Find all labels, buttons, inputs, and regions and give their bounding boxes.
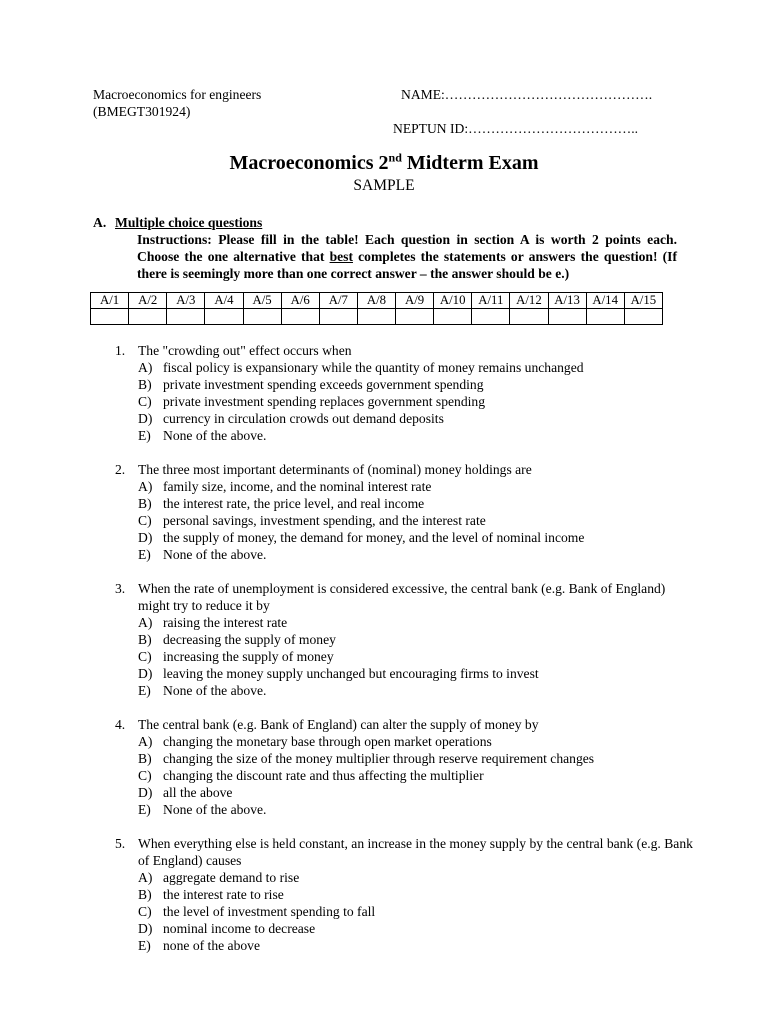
question (115, 716, 695, 818)
neptun-id-field[interactable]: NEPTUN ID:……………………………….. (393, 121, 639, 136)
course-code: (BMEGT301924) (93, 104, 191, 119)
option-text: nominal income to decrease (163, 921, 316, 936)
answer-input-cell[interactable] (357, 309, 395, 325)
option-letter: D) (138, 411, 153, 426)
option-text: the supply of money, the demand for money, and the level of nominal income (163, 530, 585, 545)
question-text: When everything else is held constant, an increase in the money supply by the central bank (e.g. Bank of England) causes (138, 836, 693, 868)
question-stem (115, 716, 695, 733)
option-text: None of the above. (163, 428, 267, 443)
answer-option[interactable] (115, 614, 695, 631)
answer-option[interactable] (115, 427, 695, 444)
option-letter: B) (138, 632, 152, 647)
answer-option[interactable] (115, 478, 695, 495)
option-letter: C) (138, 394, 152, 409)
answer-header-cell: A/7 (319, 293, 357, 309)
answer-input-cell[interactable] (281, 309, 319, 325)
answer-header-cell: A/11 (472, 293, 510, 309)
option-letter: E) (138, 802, 151, 817)
question (115, 342, 695, 444)
option-letter: A) (138, 479, 153, 494)
option-letter: C) (138, 649, 152, 664)
answer-input-cell[interactable] (396, 309, 434, 325)
option-text: None of the above. (163, 547, 267, 562)
option-text: leaving the money supply unchanged but encouraging firms to invest (163, 666, 539, 681)
option-letter: A) (138, 734, 153, 749)
answer-option[interactable] (115, 903, 695, 920)
option-letter: B) (138, 751, 152, 766)
answer-header-cell: A/5 (243, 293, 281, 309)
answer-option[interactable] (115, 886, 695, 903)
option-text: personal savings, investment spending, and the interest rate (163, 513, 486, 528)
option-text: all the above (163, 785, 233, 800)
option-letter: D) (138, 785, 153, 800)
answer-input-cell[interactable] (319, 309, 357, 325)
answer-header-cell: A/3 (167, 293, 205, 309)
answer-header-cell: A/4 (205, 293, 243, 309)
option-letter: D) (138, 921, 153, 936)
answer-header-cell: A/8 (357, 293, 395, 309)
option-text: the interest rate to rise (163, 887, 284, 902)
answer-option[interactable] (115, 648, 695, 665)
answer-input-cell[interactable] (586, 309, 624, 325)
answer-option[interactable] (115, 512, 695, 529)
section-a-heading (93, 214, 262, 231)
option-letter: C) (138, 768, 152, 783)
answer-header-cell: A/1 (91, 293, 129, 309)
option-text: the interest rate, the price level, and real income (163, 496, 425, 511)
answer-table (90, 292, 663, 325)
answer-header-cell: A/6 (281, 293, 319, 309)
title-main: Macroeconomics 2 (229, 152, 389, 174)
instructions-text-2: completes the statements or answers the question! (If there is seemingly more than one correct answer – the answer should be e.) (137, 249, 677, 281)
answer-option[interactable] (115, 784, 695, 801)
question-text: When the rate of unemployment is considered excessive, the central bank (e.g. Bank of England) might try to reduce it by (138, 581, 666, 613)
question-number: 5. (115, 836, 126, 851)
answer-option[interactable] (115, 682, 695, 699)
answer-option[interactable] (115, 631, 695, 648)
option-letter: C) (138, 904, 152, 919)
course-name: Macroeconomics for engineers (93, 87, 262, 102)
answer-option[interactable] (115, 529, 695, 546)
question-stem (115, 580, 695, 614)
question-text: The three most important determinants of (nominal) money holdings are (138, 462, 532, 477)
answer-header-cell: A/9 (396, 293, 434, 309)
option-text: None of the above. (163, 802, 267, 817)
question (115, 835, 695, 954)
option-letter: C) (138, 513, 152, 528)
answer-option[interactable] (115, 920, 695, 937)
question-number: 1. (115, 343, 126, 358)
answer-input-cell[interactable] (205, 309, 243, 325)
option-text: changing the discount rate and thus affecting the multiplier (163, 768, 484, 783)
question-number: 2. (115, 462, 126, 477)
option-letter: A) (138, 615, 153, 630)
answer-option[interactable] (115, 869, 695, 886)
answer-option[interactable] (115, 801, 695, 818)
answer-table-header-row (91, 293, 663, 309)
question (115, 461, 695, 563)
option-letter: E) (138, 683, 151, 698)
question-number: 3. (115, 581, 126, 596)
answer-input-cell[interactable] (624, 309, 662, 325)
answer-header-cell: A/10 (434, 293, 472, 309)
answer-header-cell: A/2 (129, 293, 167, 309)
question-text: The "crowding out" effect occurs when (138, 343, 352, 358)
option-text: decreasing the supply of money (163, 632, 336, 647)
answer-option[interactable] (115, 393, 695, 410)
question-text: The central bank (e.g. Bank of England) can alter the supply of money by (138, 717, 539, 732)
option-letter: A) (138, 870, 153, 885)
answer-input-cell[interactable] (129, 309, 167, 325)
answer-option[interactable] (115, 767, 695, 784)
option-letter: E) (138, 547, 151, 562)
name-field[interactable]: NAME:………………………………………. (401, 87, 653, 102)
question-stem (115, 835, 695, 869)
answer-option[interactable] (115, 665, 695, 682)
exam-subtitle: SAMPLE (353, 177, 415, 194)
question-stem (115, 342, 695, 359)
option-text: raising the interest rate (163, 615, 288, 630)
answer-input-cell[interactable] (91, 309, 129, 325)
answer-option[interactable] (115, 376, 695, 393)
option-text: currency in circulation crowds out demand deposits (163, 411, 444, 426)
question-list (115, 342, 695, 971)
answer-header-cell: A/13 (548, 293, 586, 309)
answer-option[interactable] (115, 410, 695, 427)
question-stem (115, 461, 695, 478)
answer-input-cell[interactable] (434, 309, 472, 325)
option-text: private investment spending exceeds government spending (163, 377, 484, 392)
answer-option[interactable] (115, 359, 695, 376)
question-number: 4. (115, 717, 126, 732)
option-text: changing the monetary base through open market operations (163, 734, 492, 749)
answer-option[interactable] (115, 733, 695, 750)
answer-header-cell: A/15 (624, 293, 662, 309)
option-text: aggregate demand to rise (163, 870, 300, 885)
answer-input-cell[interactable] (548, 309, 586, 325)
answer-input-cell[interactable] (243, 309, 281, 325)
course-info (93, 86, 261, 120)
answer-option[interactable] (115, 495, 695, 512)
option-text: none of the above (163, 938, 261, 953)
option-letter: B) (138, 496, 152, 511)
option-text: private investment spending replaces government spending (163, 394, 486, 409)
option-text: changing the size of the money multiplier through reserve requirement changes (163, 751, 595, 766)
section-title: Multiple choice questions (115, 215, 263, 230)
option-text: the level of investment spending to fall (163, 904, 376, 919)
option-text: fiscal policy is expansionary while the quantity of money remains unchanged (163, 360, 584, 375)
answer-input-cell[interactable] (510, 309, 548, 325)
exam-title (0, 151, 768, 175)
option-text: family size, income, and the nominal interest rate (163, 479, 432, 494)
option-letter: B) (138, 887, 152, 902)
answer-table-input-row (91, 309, 663, 325)
section-letter: A. (93, 215, 107, 230)
answer-input-cell[interactable] (472, 309, 510, 325)
instructions (137, 231, 677, 282)
answer-header-cell: A/14 (586, 293, 624, 309)
answer-option[interactable] (115, 937, 695, 954)
title-rest: Midterm Exam (401, 152, 539, 174)
answer-option[interactable] (115, 546, 695, 563)
option-letter: B) (138, 377, 152, 392)
option-letter: E) (138, 938, 151, 953)
option-letter: D) (138, 666, 153, 681)
answer-header-cell: A/12 (510, 293, 548, 309)
answer-option[interactable] (115, 750, 695, 767)
option-letter: E) (138, 428, 151, 443)
question (115, 580, 695, 699)
option-text: None of the above. (163, 683, 267, 698)
option-letter: D) (138, 530, 153, 545)
title-superscript: nd (388, 150, 402, 165)
option-letter: A) (138, 360, 153, 375)
instructions-best: best (329, 249, 353, 264)
answer-input-cell[interactable] (167, 309, 205, 325)
option-text: increasing the supply of money (163, 649, 334, 664)
instructions-text-1: Instructions: Please fill in the table! Each question in section A is worth 2 points each. Choose the one alternative that (137, 232, 677, 264)
